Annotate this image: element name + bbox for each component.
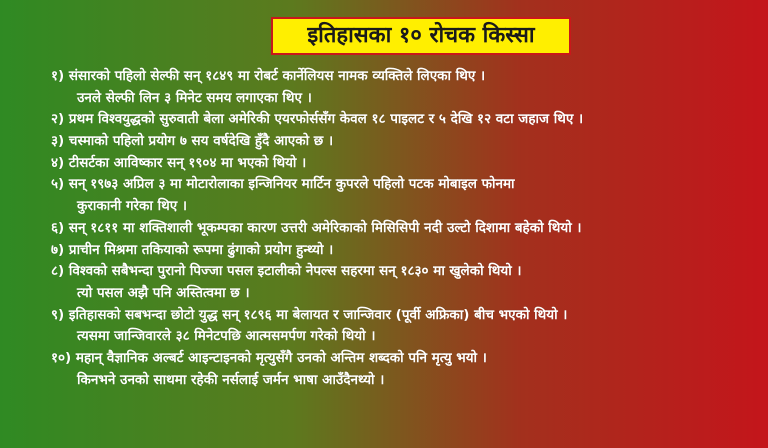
- fact-8-line-1: ८) विश्वको सबैभन्दा पुरानो पिज्जा पसल इटालीको नेपल्स सहरमा सन् १८३० मा खुलेको थियो ।: [51, 263, 522, 280]
- fact-1-line-2: उनले सेल्फी लिन ३ मिनेट समय लगाएका थिए ।: [77, 89, 312, 106]
- fact-9-line-2: त्यसमा जान्जिवारले ३८ मिनेटपछि आत्मसमर्पण गरेको थियो ।: [77, 328, 376, 345]
- fact-9-line-1: ९) इतिहासको सबभन्दा छोटो युद्ध सन् १८९६ मा बेलायत र जान्जिवार (पूर्वी अफ्रिका) बीच भएको थियो ।: [51, 306, 568, 323]
- poster-title: इतिहासका १० रोचक किस्सा: [307, 23, 535, 48]
- fact-4-line-1: ४) टीसर्टका आविष्कार सन् १९०४ मा भएको थियो ।: [51, 154, 307, 171]
- fact-1-line-1: १) संसारको पहिलो सेल्फी सन् १८४९ मा रोबर्ट कार्नेलियस नामक व्यक्तिले लिएका थिए ।: [51, 68, 486, 84]
- fact-8-line-2: त्यो पसल अझै पनि अस्तित्वमा छ ।: [77, 284, 250, 301]
- title-banner: [271, 17, 571, 55]
- fact-10-line-1: १०) महान् वैज्ञानिक अल्बर्ट आइन्टाइनको मृत्युसँगै उनको अन्तिम शब्दको पनि मृत्यु भयो ।: [51, 349, 487, 366]
- fact-5-line-2: कुराकानी गरेका थिए ।: [77, 198, 188, 215]
- fact-2-line-1: २) प्रथम विश्वयुद्धको सुरुवाती बेला अमेरिकी एयरफोर्ससँग केवल १८ पाइलट र ५ देखि १२ वटा जहाज थिए ।: [51, 111, 584, 128]
- fact-3-line-1: ३) चस्माको पहिलो प्रयोग ७ सय वर्षदेखि हुँदै आएको छ ।: [51, 133, 334, 150]
- fact-5-line-1: ५) सन् १९७३ अप्रिल ३ मा मोटारोलाका इन्जिनियर मार्टिन कुपरले पहिलो पटक मोबाइल फोनमा: [51, 176, 515, 193]
- fact-7-line-1: ७) प्राचीन मिश्रमा तकियाको रूपमा ढुंगाको प्रयोग हुन्थ्यो ।: [51, 241, 334, 258]
- facts-list: [51, 66, 757, 391]
- fact-10-line-2: किनभने उनको साथमा रहेकी नर्सलाई जर्मन भाषा आउँदैनथ्यो ।: [77, 371, 385, 388]
- fact-6-line-1: ६) सन् १८११ मा शक्तिशाली भूकम्पका कारण उत्तरी अमेरिकाको मिसिसिपी नदी उल्टो दिशामा बहेको थियो ।: [51, 219, 582, 236]
